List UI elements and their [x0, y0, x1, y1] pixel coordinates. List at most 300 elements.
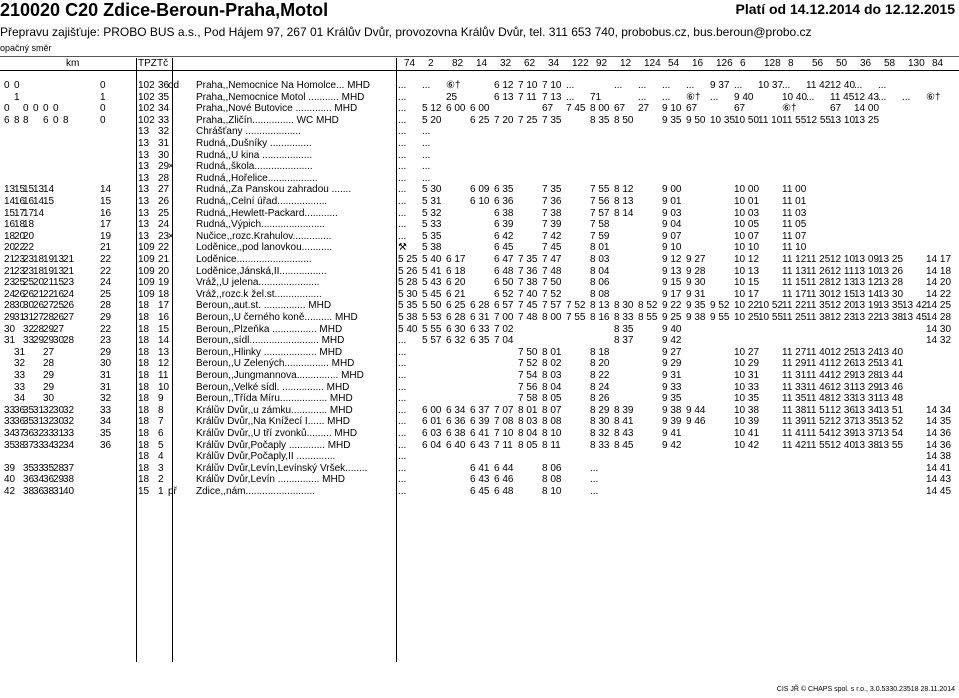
departure-time: 12 43: [854, 91, 880, 103]
departure-time: 6 46: [494, 474, 514, 486]
departure-time: 14 36: [926, 439, 952, 451]
departure-time: 9 17: [662, 288, 682, 300]
departure-time: 6 43: [470, 474, 490, 486]
departure-time: 14 25: [926, 300, 952, 312]
km-value: 30: [4, 323, 16, 335]
km-value: 15: [43, 196, 55, 207]
stop-row: [0, 428, 959, 439]
km-value: 20: [23, 230, 35, 242]
departure-time: 12 40: [830, 439, 856, 451]
departure-time: 7 11: [494, 439, 513, 451]
departure-time: 6 33: [470, 323, 490, 335]
tariff-number: 31: [158, 138, 170, 149]
stop-row: [0, 138, 959, 149]
departure-time: ...: [398, 161, 407, 173]
tariff-number: 4: [158, 451, 164, 463]
km-value: 33: [33, 439, 45, 451]
tpz-zone: 18: [138, 451, 150, 463]
km-value: 38: [63, 474, 75, 486]
departure-time: ...: [398, 474, 407, 486]
departure-time: 6 45: [494, 242, 514, 254]
departure-time: 11 42: [806, 80, 831, 91]
tpz-zone: 18: [138, 393, 150, 405]
km-value: 35: [100, 428, 112, 439]
stop-row: [0, 115, 959, 126]
departure-time: 11 41: [782, 428, 807, 439]
tpz-zone: 13: [138, 184, 150, 196]
stop-row: [0, 312, 959, 323]
departure-time: 25: [446, 91, 458, 103]
km-value: 36: [14, 416, 26, 428]
stop-name: Rudná,,Celní úřad..................: [196, 196, 328, 207]
col-header-train-number: 12: [620, 58, 632, 69]
departure-time: 7 00: [494, 312, 514, 323]
departure-time: 11 33: [782, 381, 807, 393]
km-value: 34: [4, 428, 16, 439]
departure-time: 9 52: [710, 300, 730, 312]
stop-row: [0, 231, 959, 242]
departure-time: ...: [398, 462, 407, 474]
departure-time: 14 22: [926, 288, 952, 300]
departure-time: 9 55: [710, 312, 730, 323]
stop-name: Beroun,,Třída Míru................. MHD: [196, 393, 353, 405]
departure-time: 9 33: [662, 381, 682, 393]
tariff-number: 20: [158, 265, 170, 277]
departure-time: 14 36: [926, 428, 952, 439]
departure-time: 11 51: [806, 404, 831, 416]
departure-time: 7 47: [542, 254, 562, 265]
km-value: 23: [100, 335, 112, 347]
departure-time: 8 55: [638, 312, 658, 323]
departure-time: 6 13: [494, 91, 514, 103]
departure-time: 5 38: [398, 312, 418, 323]
tariff-number: 32: [158, 126, 170, 138]
departure-time: 6 48: [494, 486, 514, 497]
departure-time: 9 00: [662, 184, 682, 196]
departure-time: 6 21: [446, 288, 466, 300]
km-value: 15: [14, 184, 26, 196]
validity-period: Platí od 14.12.2014 do 12.12.2015: [735, 1, 955, 17]
col-header-train-number: 14: [476, 58, 488, 69]
tpz-zone: 13: [138, 161, 150, 173]
departure-time: ...: [614, 80, 623, 91]
departure-time: ...: [398, 219, 407, 231]
departure-time: 12 23: [830, 312, 856, 323]
stop-row: [0, 474, 959, 485]
km-value: 20: [14, 230, 26, 242]
departure-time: 7 36: [542, 196, 562, 207]
departure-time: 10 12: [734, 254, 760, 265]
km-value: 34: [14, 393, 26, 405]
departure-time: 8 39: [614, 404, 634, 416]
departure-time: 6 34: [446, 404, 466, 416]
departure-time: 9 04: [662, 219, 682, 231]
km-value: 16: [23, 196, 35, 207]
stop-name: Králův Dvůr,Levín ............... MHD: [196, 474, 345, 486]
stop-name: Králův Dvůr,,Na Knížecí I...... MHD: [196, 416, 350, 428]
departure-time: 9 35: [662, 393, 682, 405]
departure-time: ...: [422, 138, 431, 149]
departure-time: ...: [398, 486, 407, 497]
departure-time: 13 22: [854, 312, 880, 323]
departure-time: 11 31: [782, 370, 807, 381]
col-header-train-number: 36: [860, 58, 872, 69]
departure-time: 14 00: [854, 103, 880, 115]
departure-time: 10 42: [734, 439, 760, 451]
departure-time: 6 35: [470, 335, 490, 347]
departure-time: 13 26: [878, 265, 904, 277]
stop-row: [0, 184, 959, 195]
departure-time: 6 44: [494, 462, 514, 474]
departure-time: 8 35: [614, 323, 634, 335]
km-value: 8: [23, 114, 29, 126]
km-value: 0: [33, 103, 39, 115]
departure-time: ...: [662, 80, 671, 91]
departure-time: 13 54: [878, 428, 904, 439]
departure-time: 7 52: [542, 288, 562, 300]
departure-time: 71: [590, 91, 602, 103]
col-header-train-number: 74: [404, 58, 416, 69]
departure-time: 11 55: [782, 114, 807, 126]
col-header-train-number: 122: [572, 58, 589, 69]
departure-time: 13 09: [854, 254, 880, 265]
departure-time: 7 57: [590, 207, 610, 219]
departure-time: 8 07: [542, 404, 562, 416]
stop-name: Vráž,,rozc.k žel.st.................: [196, 288, 322, 300]
km-value: 25: [53, 300, 65, 312]
departure-time: 9 22: [662, 300, 682, 312]
km-value: 20: [4, 242, 16, 254]
departure-time: 67: [542, 103, 554, 115]
stop-row: [0, 335, 959, 346]
departure-time: 13 24: [854, 346, 880, 358]
departure-time: 13 19: [854, 300, 880, 312]
km-value: 8: [14, 114, 20, 126]
departure-time: 8 08: [590, 288, 610, 300]
departure-time: 7 55: [566, 312, 586, 323]
departure-time: 8 10: [542, 486, 562, 497]
km-value: 28: [53, 462, 65, 474]
departure-time: 9 38: [662, 404, 682, 416]
departure-time: 13 46: [878, 381, 904, 393]
departure-time: 8 05: [518, 439, 538, 451]
departure-time: 11 39: [782, 416, 807, 428]
tpz-zone: 18: [138, 428, 150, 439]
departure-time: 10 55: [758, 312, 784, 323]
departure-time: 9 46: [686, 416, 706, 428]
km-value: 34: [100, 416, 112, 428]
departure-time: 11 03: [782, 207, 807, 219]
departure-time: 7 48: [542, 265, 562, 277]
departure-time: ...: [398, 172, 407, 184]
km-value: 6: [4, 114, 10, 126]
km-value: 31: [53, 428, 65, 439]
km-value: 36: [14, 404, 26, 416]
departure-time: 13 34: [854, 404, 880, 416]
km-value: 32: [100, 393, 112, 405]
departure-time: 11 40: [806, 346, 831, 358]
departure-time: 13 25: [854, 358, 880, 370]
km-value: 28: [33, 323, 45, 335]
km-value: 29: [43, 335, 55, 347]
tpz-zone: 18: [138, 370, 150, 381]
km-value: 23: [23, 265, 35, 277]
departure-time: 8 24: [590, 381, 610, 393]
km-value: 18: [23, 219, 35, 231]
departure-time: 10 22: [734, 300, 760, 312]
km-value: 29: [43, 381, 55, 393]
km-value: 35: [23, 404, 35, 416]
col-header-train-number: 6: [740, 58, 746, 69]
km-value: 27: [43, 300, 55, 312]
departure-time: 13 28: [854, 370, 880, 381]
departure-time: 6 12: [494, 80, 514, 91]
departure-time: 9 35: [662, 114, 682, 126]
departure-time: 67: [734, 103, 746, 115]
departure-time: 6 03: [422, 428, 442, 439]
departure-time: 14 35: [926, 416, 952, 428]
tariff-number: 24: [158, 219, 170, 231]
departure-time: 6 28: [446, 312, 466, 323]
departure-time: 12 33: [830, 393, 856, 405]
departure-time: 8 10: [542, 428, 562, 439]
tpz-zone: 18: [138, 323, 150, 335]
departure-time: 8 06: [542, 462, 562, 474]
km-value: 22: [100, 265, 112, 277]
departure-time: ...: [422, 80, 431, 91]
departure-time: 11 38: [782, 404, 807, 416]
departure-time: ...: [398, 358, 407, 370]
departure-time: 9 40: [662, 323, 682, 335]
stop-name: Beroun,,aut.st. ............... MHD: [196, 300, 332, 312]
stop-row: [0, 370, 959, 381]
departure-time: 7 10: [494, 428, 514, 439]
departure-time: 6 52: [494, 288, 514, 300]
tariff-number: 18: [158, 288, 170, 300]
departure-time: 13 45: [902, 312, 928, 323]
departure-time: 67: [614, 103, 626, 115]
tariff-number: 12: [158, 358, 170, 370]
departure-time: 10 29: [734, 358, 760, 370]
departure-time: 8 04: [518, 428, 538, 439]
departure-time: 11 41: [806, 358, 831, 370]
stop-row: [0, 126, 959, 137]
col-header-km: km: [66, 58, 80, 69]
tariff-number: 34: [158, 103, 170, 115]
stop-row: [0, 161, 959, 172]
km-value: 22: [23, 242, 35, 254]
departure-time: 13 10: [854, 265, 880, 277]
stop-name: Beroun,,Plzeňka ................ MHD: [196, 323, 343, 335]
tariff-number: 14: [158, 335, 170, 347]
tariff-number: 8: [158, 404, 164, 416]
stop-row: [0, 324, 959, 335]
departure-time: 7 50: [542, 277, 562, 289]
km-value: 31: [14, 312, 26, 323]
departure-time: 6 50: [494, 277, 514, 289]
departure-time: 6 37: [470, 404, 490, 416]
stop-row: [0, 196, 959, 207]
departure-time: 9 39: [662, 416, 682, 428]
km-value: 25: [14, 277, 26, 289]
header-divider: [0, 56, 959, 57]
km-value: 19: [43, 254, 55, 265]
departure-time: 9 28: [686, 265, 706, 277]
departure-time: 11 35: [806, 300, 831, 312]
departure-time: 7 56: [518, 381, 538, 393]
departure-time: 5 40: [422, 254, 442, 265]
km-value: 32: [43, 404, 55, 416]
stop-row: [0, 266, 959, 277]
departure-time: 7 48: [518, 312, 538, 323]
km-value: 31: [33, 404, 45, 416]
tpz-zone: 102: [138, 103, 155, 115]
departure-time: 11 22: [782, 300, 807, 312]
departure-time: ...: [398, 138, 407, 149]
km-value: 37: [63, 462, 75, 474]
departure-time: 11 35: [782, 393, 807, 405]
departure-time: 10 03: [734, 207, 760, 219]
departure-time: ...: [398, 428, 407, 439]
departure-time: 6 25: [446, 300, 466, 312]
departure-time: 8 35: [590, 114, 610, 126]
departure-time: 11 25: [806, 254, 831, 265]
tpz-zone: 102: [138, 80, 155, 91]
departure-time: 6 41: [470, 462, 490, 474]
departure-time: 13 42: [902, 300, 928, 312]
departure-time: 7 58: [590, 219, 610, 231]
tpz-zone: 18: [138, 474, 150, 486]
stop-row: [0, 92, 959, 103]
tariff-number: 36: [158, 80, 170, 91]
stop-row: [0, 347, 959, 358]
km-value: 29: [43, 323, 55, 335]
departure-time: 7 45: [566, 103, 586, 115]
km-value: 19: [43, 265, 55, 277]
departure-time: 13 55: [878, 439, 904, 451]
departure-time: 11 46: [806, 381, 831, 393]
departure-time: 6 57: [494, 300, 514, 312]
departure-time: ...: [398, 149, 407, 161]
stop-name: Praha,,Zličín............... WC MHD: [196, 114, 339, 126]
departure-time: 8 08: [542, 416, 562, 428]
opposite-direction-label: opačný směr: [0, 43, 52, 53]
departure-time: 13 40: [878, 346, 904, 358]
departure-time: ...: [878, 80, 887, 91]
departure-time: 14 45: [926, 486, 952, 497]
departure-time: 9 13: [662, 265, 682, 277]
departure-time: 8 33: [590, 439, 610, 451]
departure-time: 8 00: [590, 103, 610, 115]
km-value: 23: [14, 254, 26, 265]
departure-time: ...: [878, 91, 887, 103]
km-value: 21: [63, 254, 75, 265]
departure-time: ...: [398, 439, 407, 451]
km-value: 31: [100, 370, 112, 381]
km-value: 22: [43, 288, 55, 300]
departure-time: 7 55: [590, 184, 610, 196]
stop-row: [0, 208, 959, 219]
departure-time: ...: [398, 196, 407, 207]
departure-time: 8 13: [614, 196, 634, 207]
departure-time: 10 37: [758, 80, 784, 91]
departure-time: 10 13: [734, 265, 760, 277]
km-value: 30: [43, 393, 55, 405]
km-value: 32: [14, 358, 26, 370]
departure-time: 8 22: [590, 370, 610, 381]
tpz-zone: 13: [138, 172, 150, 184]
departure-time: 5 41: [422, 265, 442, 277]
km-value: 18: [14, 219, 26, 231]
stop-row: [0, 393, 959, 404]
tpz-zone: 18: [138, 300, 150, 312]
km-value: 32: [43, 416, 55, 428]
departure-time: 10 39: [734, 416, 760, 428]
km-value: 0: [100, 80, 106, 91]
departure-time: 10 07: [734, 230, 760, 242]
km-value: 39: [4, 462, 16, 474]
departure-time: 5 32: [422, 207, 442, 219]
km-value: 26: [53, 312, 65, 323]
departure-time: 6 35: [494, 184, 514, 196]
departure-time: 11 07: [782, 230, 807, 242]
tpz-zone: 18: [138, 381, 150, 393]
departure-time: 9 40: [734, 91, 754, 103]
departure-time: 11 29: [782, 358, 807, 370]
km-value: 15: [53, 277, 65, 289]
departure-time: 5 30: [422, 184, 442, 196]
departure-time: 8 02: [542, 358, 562, 370]
tariff-number: 6: [158, 428, 164, 439]
tpz-zone: 18: [138, 462, 150, 474]
departure-time: 7 38: [542, 207, 562, 219]
departure-time: 9 10: [662, 103, 682, 115]
km-value: 32: [63, 416, 75, 428]
tariff-number: 16: [158, 312, 170, 323]
departure-time: 5 38: [422, 242, 442, 254]
departure-time: 6 36: [446, 416, 466, 428]
departure-time: 13 51: [878, 404, 904, 416]
departure-time: 9 50: [686, 114, 706, 126]
km-value: 0: [100, 114, 106, 126]
tariff-number: 1: [158, 486, 164, 497]
stop-name: Rudná,,Za Panskou zahradou .......: [196, 184, 352, 196]
stop-row: [0, 451, 959, 462]
tariff-number: 2: [158, 474, 164, 486]
departure-time: 6 38: [446, 428, 466, 439]
departure-time: 8 30: [614, 300, 634, 312]
stop-name: Zdice,,nám.........................: [196, 486, 315, 497]
col-header-train-number: 84: [932, 58, 944, 69]
tpz-zone: 13: [138, 126, 150, 138]
col-header-train-number: 124: [644, 58, 661, 69]
timetable-header: [0, 0, 959, 58]
departure-time: 7 57: [542, 300, 562, 312]
departure-time: 11 44: [806, 370, 831, 381]
departure-time: 8 00: [542, 312, 562, 323]
tpz-zone: 13: [138, 230, 150, 242]
km-value: 32: [23, 323, 35, 335]
departure-time: 8 37: [614, 335, 634, 347]
departure-time: 11 27: [782, 346, 807, 358]
departure-time: 10 25: [734, 312, 760, 323]
departure-time: 13 35: [878, 300, 904, 312]
col-header-train-number: 16: [692, 58, 704, 69]
km-value: 13: [53, 265, 65, 277]
departure-time: 8 01: [518, 404, 538, 416]
departure-time: 14 41: [926, 462, 952, 474]
departure-time: 6 01: [422, 416, 442, 428]
